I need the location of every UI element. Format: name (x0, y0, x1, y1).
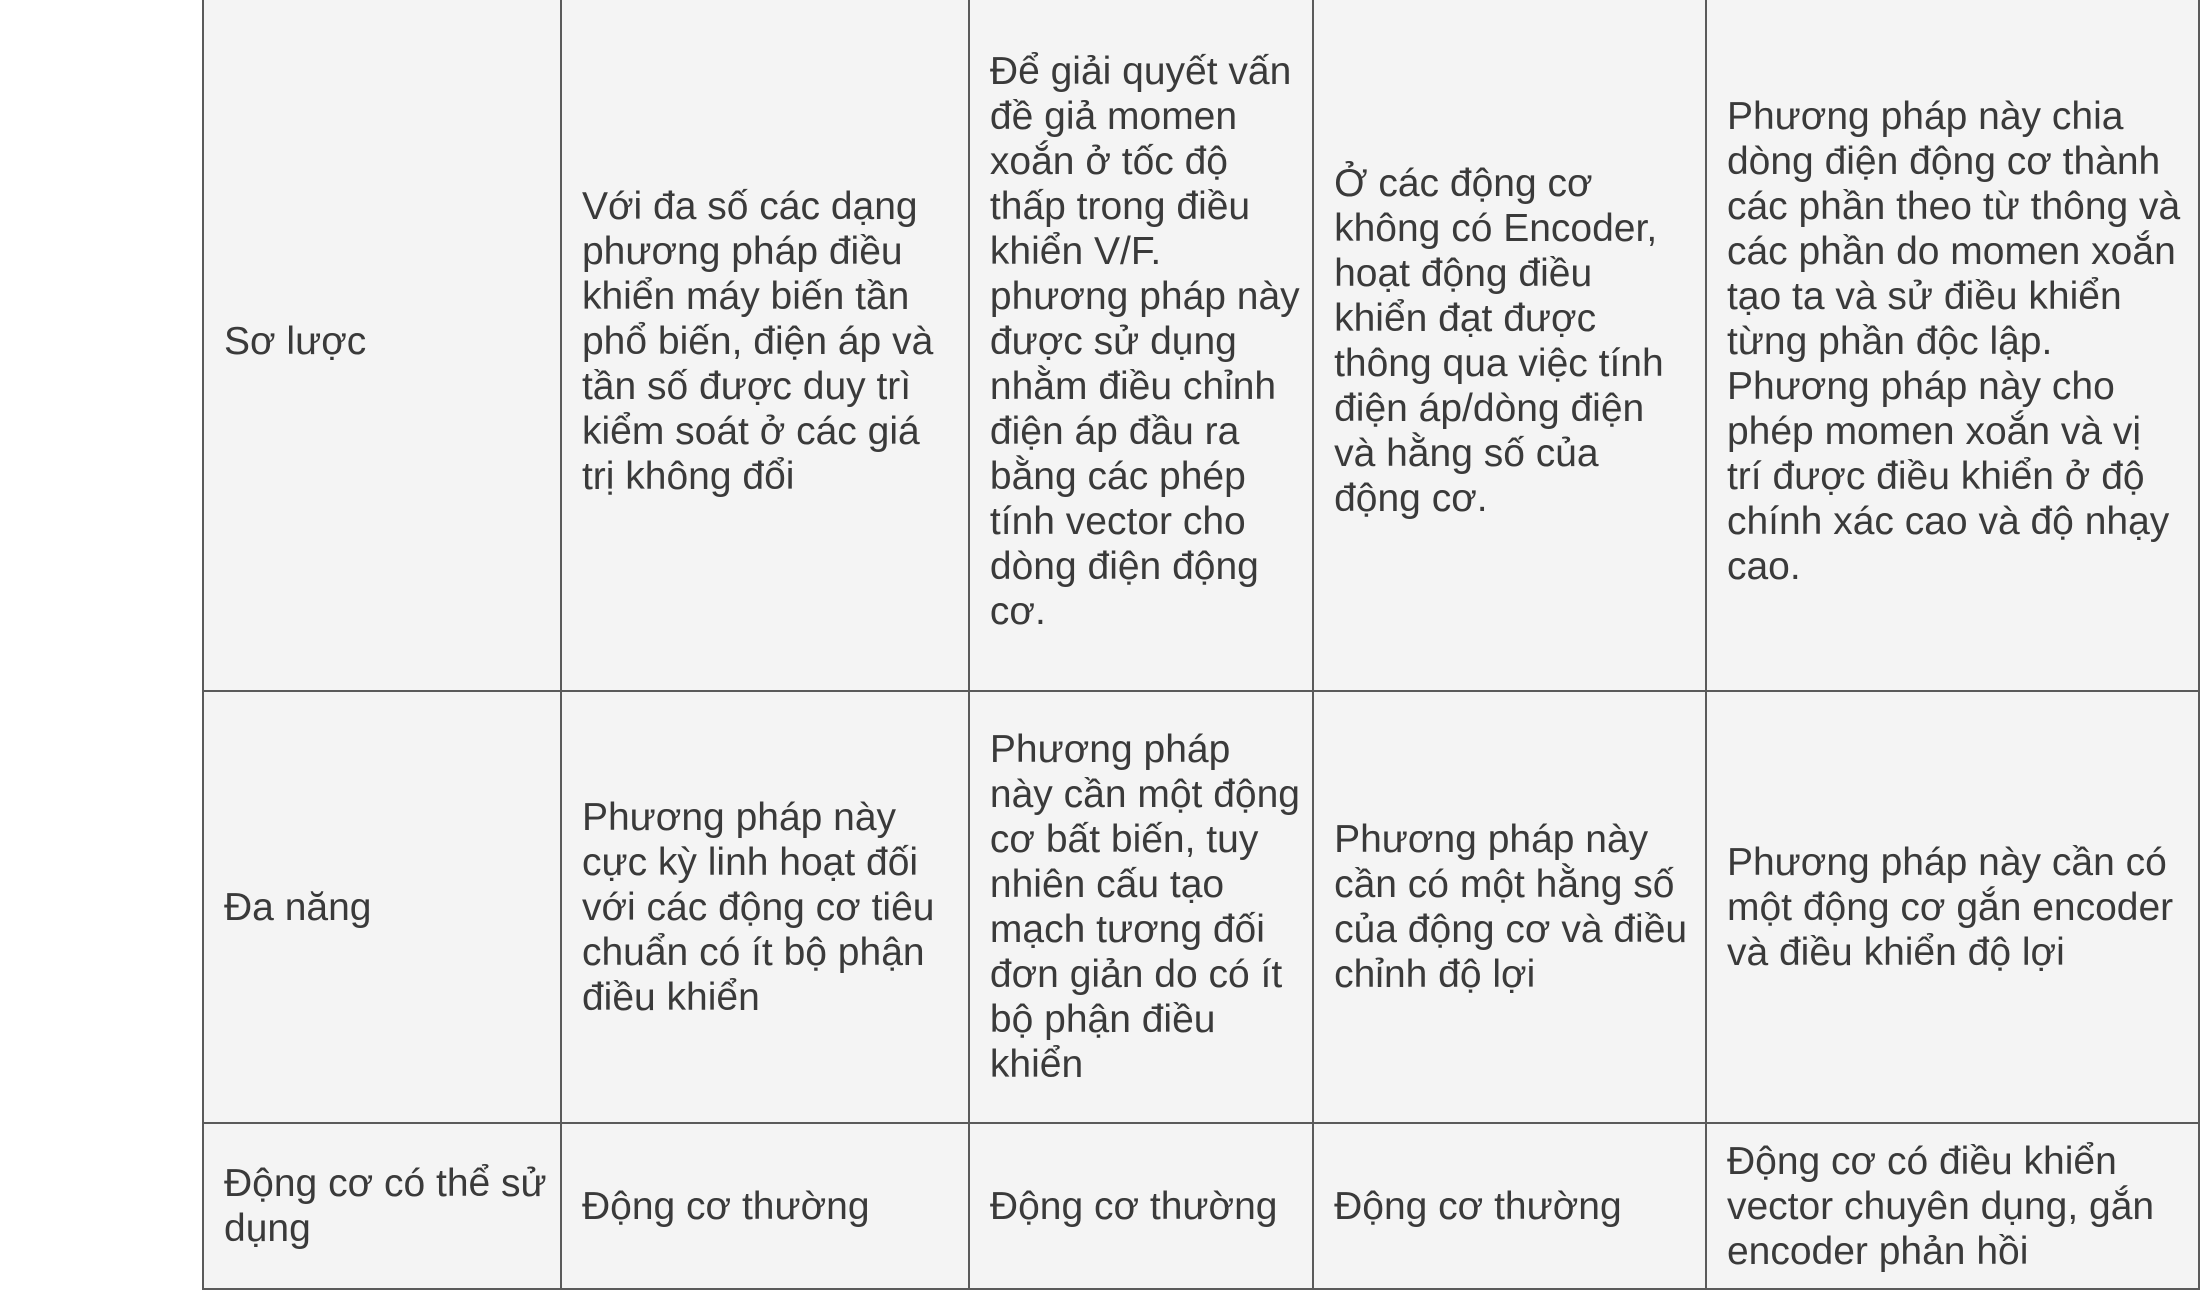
table-cell: Phương pháp này cần một động cơ bất biến, tuy nhiên cấu tạo mạch tương đối đơn giản do có ít bộ phận điều khiển (969, 691, 1313, 1123)
table-cell: Động cơ thường (1313, 1123, 1706, 1289)
comparison-table (202, 0, 2200, 1290)
table-cell: Động cơ có điều khiển vector chuyên dụng, gắn encoder phản hồi (1706, 1123, 2199, 1289)
row-header-overview: Sơ lược (203, 0, 561, 691)
table-cell: Phương pháp này cần có một hằng số của động cơ và điều chỉnh độ lợi (1313, 691, 1706, 1123)
table-row-usable-motor (203, 1123, 2199, 1289)
table-row-versatility (203, 691, 2199, 1123)
row-header-usable-motor: Động cơ có thể sử dụng (203, 1123, 561, 1289)
table-cell: Phương pháp này chia dòng điện động cơ thành các phần theo từ thông và các phần do momen xoắn tạo ta và sử điều khiển từng phần độc lập. Phương pháp này cho phép momen xoắn và vị trí được điều khiển ở độ chính xác cao và độ nhạy cao. (1706, 0, 2199, 691)
table-cell: Phương pháp này cực kỳ linh hoạt đối với các động cơ tiêu chuẩn có ít bộ phận điều khiển (561, 691, 969, 1123)
table-cell: Với đa số các dạng phương pháp điều khiển máy biến tần phổ biến, điện áp và tần số được duy trì kiểm soát ở các giá trị không đổi (561, 0, 969, 691)
table-cell: Ở các động cơ không có Encoder, hoạt động điều khiển đạt được thông qua việc tính điện áp/dòng điện và hằng số của động cơ. (1313, 0, 1706, 691)
table-cell: Động cơ thường (969, 1123, 1313, 1289)
table-cell: Để giải quyết vấn đề giả momen xoắn ở tốc độ thấp trong điều khiển V/F. phương pháp này được sử dụng nhằm điều chỉnh điện áp đầu ra bằng các phép tính vector cho dòng điện động cơ. (969, 0, 1313, 691)
table-row-overview (203, 0, 2199, 691)
table-cell: Phương pháp này cần có một động cơ gắn encoder và điều khiển độ lợi (1706, 691, 2199, 1123)
row-header-versatility: Đa năng (203, 691, 561, 1123)
table-cell: Động cơ thường (561, 1123, 969, 1289)
